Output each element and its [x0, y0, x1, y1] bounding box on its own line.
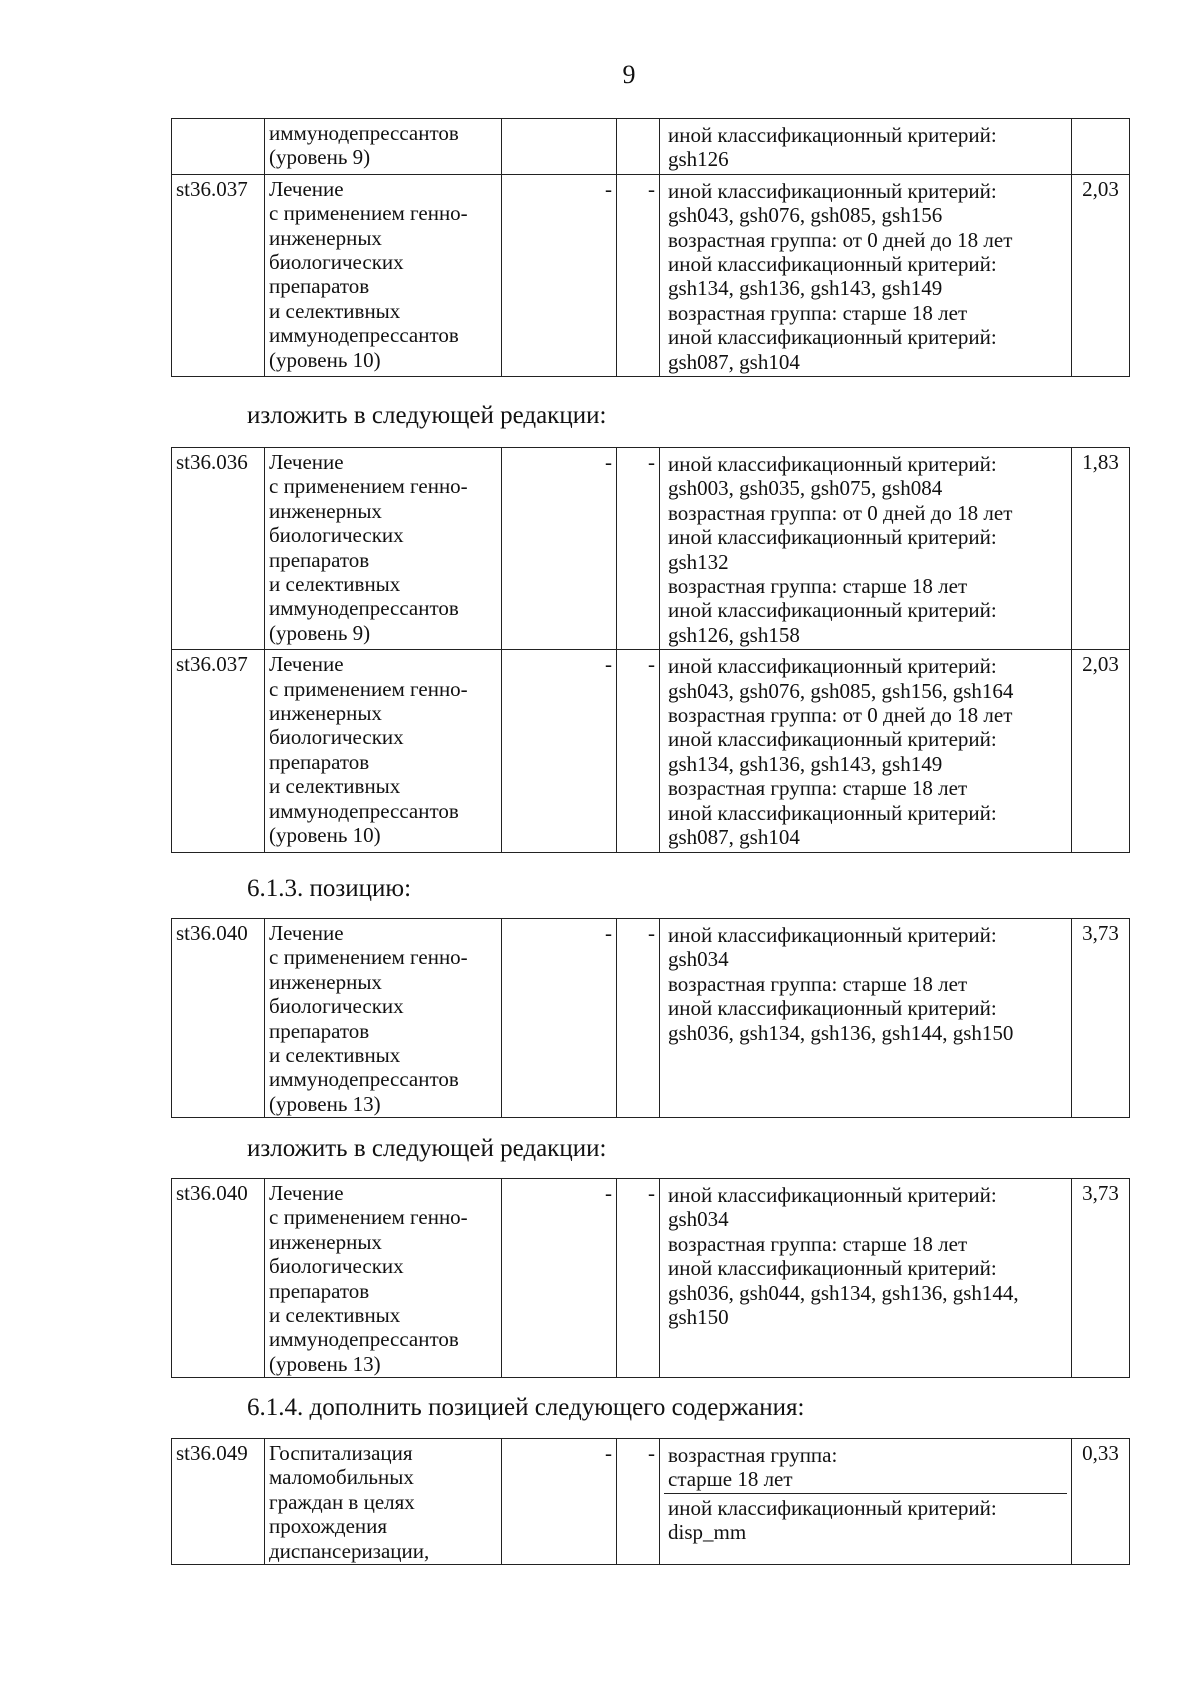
column-3-cell: - — [502, 1179, 617, 1378]
criteria-group — [664, 1181, 1067, 1330]
name-line: иммунодепрессантов — [269, 323, 459, 348]
name-line: диспансеризации, — [269, 1538, 430, 1563]
criteria-cell — [660, 174, 1072, 376]
criteria-line: возрастная группа: от 0 дней до 18 лет — [668, 227, 1013, 252]
criteria-line: иной классификационный критерий: — [668, 923, 997, 947]
criteria-line: иной классификационный критерий: — [668, 1495, 997, 1520]
coefficient-cell: 3,73 — [1072, 919, 1130, 1118]
table-row — [172, 119, 1130, 175]
name-line: и селективных — [269, 298, 401, 323]
column-4-cell: - — [617, 1179, 660, 1378]
name-line: иммунодепрессантов — [269, 121, 459, 145]
name-line: препаратов — [269, 1018, 370, 1043]
name-line: и селективных — [269, 572, 401, 597]
criteria-line: возрастная группа: старше 18 лет — [668, 574, 968, 599]
name-line: биологических — [269, 994, 404, 1019]
criteria-cell — [660, 919, 1072, 1118]
criteria-line: иной классификационный критерий: — [668, 325, 997, 350]
criteria-line: иной классификационный критерий: — [668, 598, 997, 623]
name-line: биологических — [269, 1254, 404, 1279]
instruction-paragraph: изложить в следующей редакции: — [247, 1135, 607, 1162]
criteria-line: gsh134, gsh136, gsh143, gsh149 — [668, 276, 943, 301]
name-line: Лечение — [269, 176, 344, 201]
coefficient-cell: 2,03 — [1072, 650, 1130, 852]
criteria-line: иной классификационный критерий: — [668, 654, 997, 679]
criteria-line: иной классификационный критерий: — [668, 252, 997, 277]
criteria-line: старше 18 лет — [668, 1467, 793, 1492]
criteria-line: gsh134, gsh136, gsh143, gsh149 — [668, 751, 943, 776]
name-line: (уровень 10) — [269, 823, 381, 848]
criteria-line: disp_mm — [668, 1520, 747, 1545]
name-line: препаратов — [269, 749, 370, 774]
criteria-line: иной классификационный критерий: — [668, 178, 997, 203]
code-cell: st36.036 — [172, 448, 265, 650]
criteria-line: gsh003, gsh035, gsh075, gsh084 — [668, 476, 943, 501]
criteria-line: иной классификационный критерий: — [668, 123, 997, 147]
column-4-cell: - — [617, 650, 660, 852]
criteria-line: иной классификационный критерий: — [668, 1183, 997, 1207]
criteria-line: возрастная группа: старше 18 лет — [668, 971, 968, 996]
name-line: биологических — [269, 523, 404, 548]
name-line: инженерных — [269, 1229, 382, 1254]
criteria-group — [664, 652, 1067, 850]
name-line: Госпитализация — [269, 1441, 413, 1465]
column-4-cell — [617, 119, 660, 175]
column-3-cell: - — [502, 1439, 617, 1565]
name-line: прохождения — [269, 1514, 388, 1539]
criteria-cell — [660, 650, 1072, 852]
criteria-line: возрастная группа: от 0 дней до 18 лет — [668, 703, 1013, 728]
criteria-line: gsh126, gsh158 — [668, 622, 800, 647]
name-line: маломобильных — [269, 1465, 414, 1490]
column-4-cell: - — [617, 448, 660, 650]
table-row — [172, 1179, 1130, 1378]
table-row — [172, 650, 1130, 852]
column-4-cell: - — [617, 174, 660, 376]
name-cell — [265, 448, 502, 650]
name-line: инженерных — [269, 225, 382, 250]
tariff-table-new-st36-040 — [171, 1178, 1130, 1378]
criteria-line: gsh087, gsh104 — [668, 349, 800, 374]
name-cell — [265, 919, 502, 1118]
code-cell — [172, 119, 265, 175]
criteria-cell — [660, 1439, 1072, 1565]
criteria-line: иной классификационный критерий: — [668, 1256, 997, 1281]
tariff-table-new-st36-036-037 — [171, 447, 1130, 853]
name-line: с применением генно- — [269, 1205, 468, 1230]
code-cell: st36.037 — [172, 650, 265, 852]
name-line: иммунодепрессантов — [269, 798, 459, 823]
name-line: и селективных — [269, 1303, 401, 1328]
criteria-group — [664, 921, 1067, 1046]
name-cell — [265, 1439, 502, 1565]
name-line: инженерных — [269, 498, 382, 523]
criteria-line: gsh126 — [668, 147, 729, 172]
criteria-line: gsh150 — [668, 1305, 729, 1330]
name-line: Лечение — [269, 921, 344, 945]
criteria-line: gsh036, gsh134, gsh136, gsh144, gsh150 — [668, 1020, 1014, 1045]
tariff-table-st36-049 — [171, 1438, 1130, 1565]
criteria-cell — [660, 119, 1072, 175]
tariff-table-old-st36-040 — [171, 918, 1130, 1118]
column-3-cell: - — [502, 448, 617, 650]
column-3-cell: - — [502, 174, 617, 376]
criteria-line: иной классификационный критерий: — [668, 525, 997, 550]
criteria-line: gsh036, gsh044, gsh134, gsh136, gsh144, — [668, 1280, 1019, 1305]
tariff-table-old-st36-037 — [171, 118, 1130, 377]
name-line: с применением генно- — [269, 474, 468, 499]
criteria-line: иной классификационный критерий: — [668, 727, 997, 752]
criteria-cell — [660, 448, 1072, 650]
code-cell: st36.049 — [172, 1439, 265, 1565]
name-line: с применением генно- — [269, 676, 468, 701]
criteria-line: иной классификационный критерий: — [668, 800, 997, 825]
name-line: биологических — [269, 250, 404, 275]
column-4-cell: - — [617, 919, 660, 1118]
criteria-line: возрастная группа: старше 18 лет — [668, 776, 968, 801]
column-3-cell: - — [502, 650, 617, 852]
criteria-line: иной классификационный критерий: — [668, 452, 997, 476]
criteria-line: gsh034 — [668, 1207, 729, 1232]
table-row — [172, 919, 1130, 1118]
criteria-cell — [660, 1179, 1072, 1378]
criteria-line: иной классификационный критерий: — [668, 996, 997, 1021]
coefficient-cell: 1,83 — [1072, 448, 1130, 650]
name-line: Лечение — [269, 652, 344, 677]
name-line: и селективных — [269, 1043, 401, 1068]
name-line: (уровень 9) — [269, 145, 371, 170]
criteria-line: возрастная группа: старше 18 лет — [668, 1231, 968, 1256]
name-line: инженерных — [269, 701, 382, 726]
name-line: препаратов — [269, 547, 370, 572]
criteria-group — [664, 177, 1067, 375]
criteria-line: gsh043, gsh076, gsh085, gsh156 — [668, 203, 943, 228]
name-cell — [265, 174, 502, 376]
name-line: граждан в целях — [269, 1489, 415, 1514]
code-cell: st36.040 — [172, 1179, 265, 1378]
name-line: Лечение — [269, 450, 344, 474]
criteria-line: возрастная группа: — [668, 1443, 838, 1467]
table-row — [172, 1439, 1130, 1565]
criteria-group — [664, 121, 1067, 173]
name-line: (уровень 13) — [269, 1351, 381, 1376]
coefficient-cell — [1072, 119, 1130, 175]
name-line: с применением генно- — [269, 201, 468, 226]
criteria-group — [664, 1493, 1067, 1546]
code-cell: st36.037 — [172, 174, 265, 376]
criteria-line: gsh087, gsh104 — [668, 825, 800, 850]
criteria-line: gsh132 — [668, 549, 729, 574]
table-row — [172, 174, 1130, 376]
name-line: биологических — [269, 725, 404, 750]
criteria-group — [664, 450, 1067, 648]
name-line: иммунодепрессантов — [269, 1327, 459, 1352]
section-heading-6-1-4: 6.1.4. дополнить позицией следующего содержания: — [247, 1394, 805, 1421]
name-cell — [265, 1179, 502, 1378]
name-cell — [265, 650, 502, 852]
name-line: (уровень 13) — [269, 1091, 381, 1116]
criteria-line: возрастная группа: от 0 дней до 18 лет — [668, 500, 1013, 525]
name-line: и селективных — [269, 774, 401, 799]
section-heading-6-1-3: 6.1.3. позицию: — [247, 875, 412, 902]
name-line: (уровень 10) — [269, 347, 381, 372]
coefficient-cell: 2,03 — [1072, 174, 1130, 376]
criteria-group — [664, 1441, 1067, 1493]
criteria-line: gsh043, gsh076, gsh085, gsh156, gsh164 — [668, 678, 1014, 703]
criteria-line: gsh034 — [668, 947, 729, 972]
name-line: иммунодепрессантов — [269, 596, 459, 621]
column-3-cell: - — [502, 919, 617, 1118]
column-4-cell: - — [617, 1439, 660, 1565]
page-number: 9 — [622, 60, 636, 89]
coefficient-cell: 0,33 — [1072, 1439, 1130, 1565]
table-row — [172, 448, 1130, 650]
name-line: препаратов — [269, 274, 370, 299]
name-line: Лечение — [269, 1181, 344, 1205]
column-3-cell — [502, 119, 617, 175]
name-line: препаратов — [269, 1278, 370, 1303]
code-cell: st36.040 — [172, 919, 265, 1118]
name-line: с применением генно- — [269, 945, 468, 970]
name-line: иммунодепрессантов — [269, 1067, 459, 1092]
criteria-line: возрастная группа: старше 18 лет — [668, 300, 968, 325]
instruction-paragraph: изложить в следующей редакции: — [247, 402, 607, 429]
coefficient-cell: 3,73 — [1072, 1179, 1130, 1378]
name-line: инженерных — [269, 969, 382, 994]
name-cell — [265, 119, 502, 175]
name-line: (уровень 9) — [269, 620, 371, 645]
